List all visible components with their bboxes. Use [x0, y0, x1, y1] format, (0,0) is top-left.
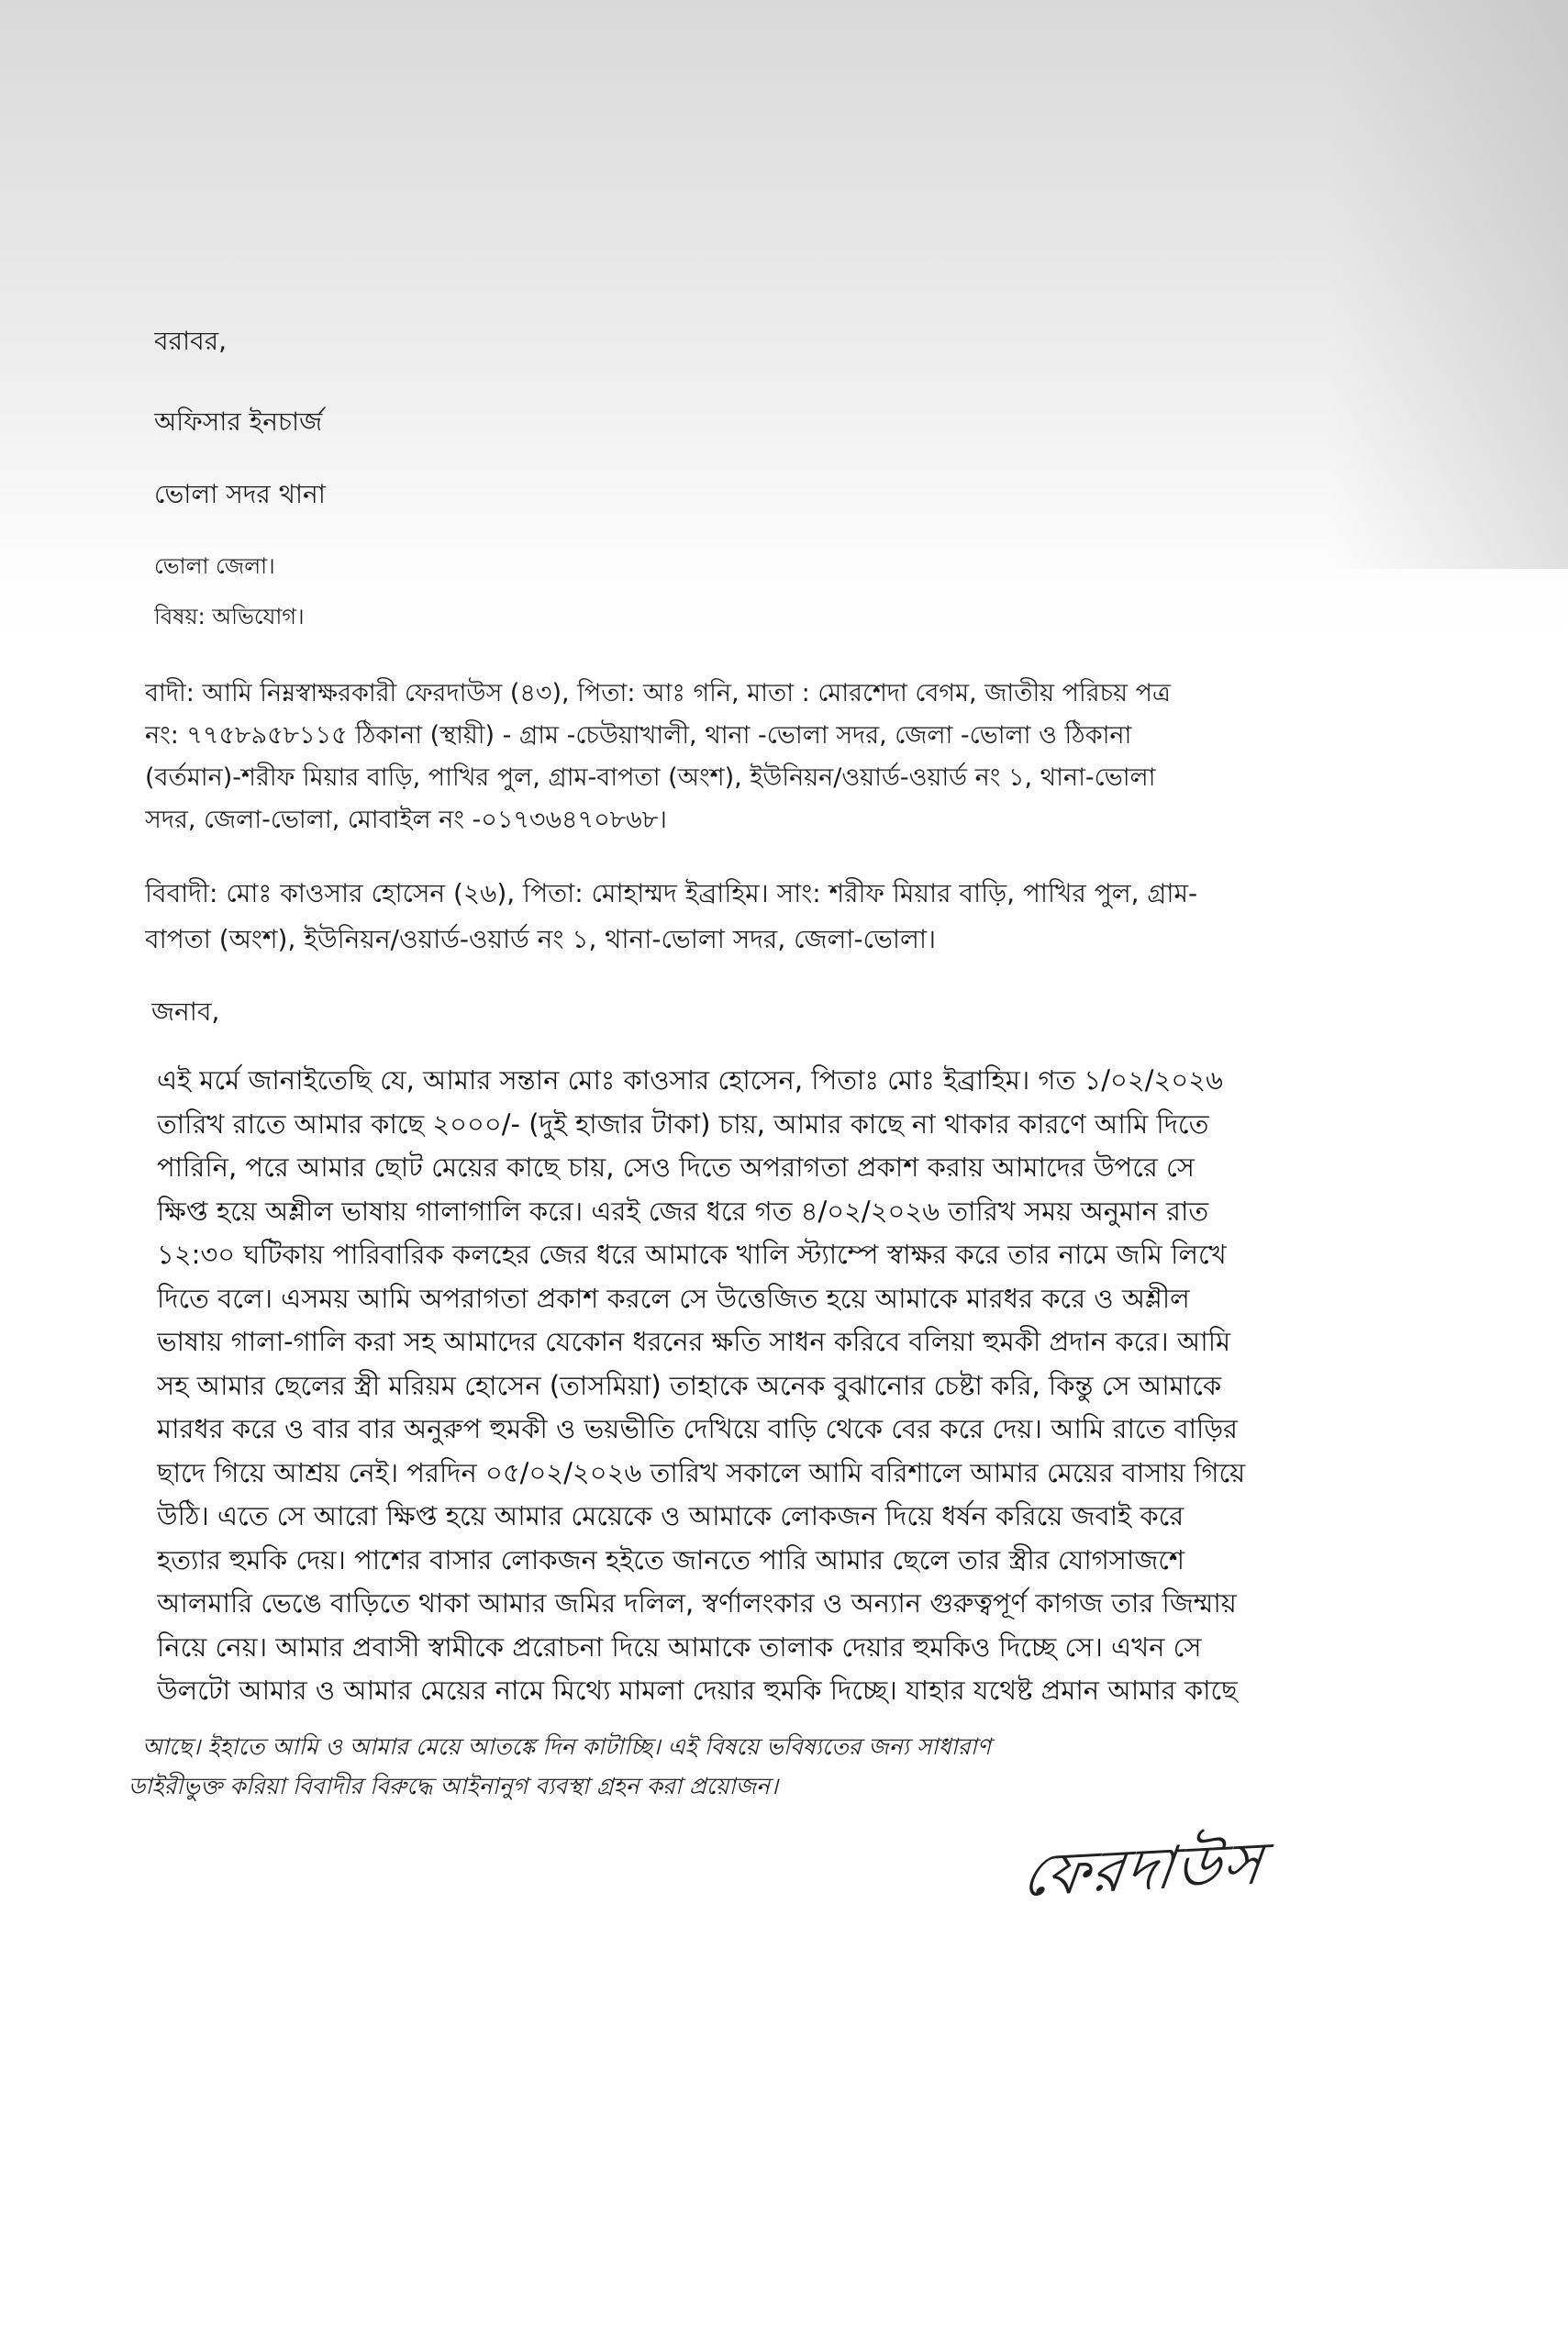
- body-line: ক্ষিপ্ত হয়ে অশ্লীল ভাষায় গালাগালি করে। এরই জের ধরে গত ৪/০২/২০২৬ তারিখ সময় অনুমান রাত: [157, 1195, 1209, 1227]
- body-line: এই মর্মে জানাইতেছি যে, আমার সন্তান মোঃ কাওসার হোসেন, পিতাঃ মোঃ ইব্রাহিম। গত ১/০২/২০২৬: [157, 1064, 1223, 1097]
- signature-block: [1018, 1826, 1408, 1932]
- defendant-paragraph: [145, 871, 1416, 963]
- body-line: সহ আমার ছেলের স্ত্রী মরিয়ম হোসেন (তাসমিয়া) তাহাকে অনেক বুঝানোর চেষ্টা করি, কিন্তু সে আমাকে: [157, 1369, 1222, 1401]
- plaintiff-line: (বর্তমান)-শরীফ মিয়ার বাড়ি, পাখির পুল, গ্রাম-বাপতা (অংশ), ইউনিয়ন/ওয়ার্ড-ওয়ার্ড নং ১, থানা-ভোলা: [145, 763, 1156, 792]
- plaintiff-line: নং: ৭৭৫৮৯৫৮১১৫ ঠিকানা (স্থায়ী) - গ্রাম -চেউয়াখালী, থানা -ভোলা সদর, জেলা -ভোলা ও ঠিকানা: [145, 721, 1132, 750]
- letter-content: [0, 318, 1568, 1806]
- closing-paragraph: [128, 1727, 1395, 1806]
- body-line: ১২:৩০ ঘটিকায় পারিবারিক কলহের জের ধরে আমাকে খালি স্ট্যাম্পে স্বাক্ষর করে তার নামে জমি লিখে: [157, 1239, 1227, 1271]
- recipient-block: [154, 318, 1411, 640]
- complaint-body: [157, 1059, 1416, 1713]
- defendant-line: বাপতা (অংশ), ইউনিয়ন/ওয়ার্ড-ওয়ার্ড নং ১, থানা-ভোলা সদর, জেলা-ভোলা।: [145, 924, 936, 954]
- body-line: ভাষায় গালা-গালি করা সহ আমাদের যেকোন ধরনের ক্ষতি সাধন করিবে বলিয়া হুমকী প্রদান করে। আমি: [157, 1326, 1231, 1358]
- plaintiff-line: সদর, জেলা-ভোলা, মোবাইল নং -০১৭৩৬৪৭০৮৬৮।: [145, 806, 667, 834]
- salutation-block: [151, 989, 1408, 1035]
- plaintiff-line: বাদী: আমি নিম্নস্বাক্ষরকারী ফেরদাউস (৪৩), পিতা: আঃ গনি, মাতা : মোরশেদা বেগম, জাতীয় পরিচয় পত্র: [145, 679, 1171, 707]
- body-line: উলটো আমার ও আমার মেয়ের নামে মিথ্যে মামলা দেয়ার হুমকি দিচ্ছে। যাহার যথেষ্ট প্রমান আমার কাছে: [157, 1675, 1238, 1707]
- recipient-office: ভোলা সদর থানা: [154, 479, 326, 509]
- body-line: তারিখ রাতে আমার কাছে ২০০০/- (দুই হাজার টাকা) চায়, আমার কাছে না থাকার কারণে আমি দিতে: [157, 1108, 1209, 1140]
- body-line: পারিনি, পরে আমার ছোট মেয়ের কাছে চায়, সেও দিতে অপরাগতা প্রকাশ করায় আমাদের উপরে সে: [157, 1152, 1195, 1184]
- body-line: হত্যার হুমকি দেয়। পাশের বাসার লোকজন হইতে জানতে পারি আমার ছেলে তার স্ত্রীর যোগসাজশে: [157, 1543, 1185, 1575]
- salutation: জনাব,: [151, 996, 220, 1027]
- recipient-designation: অফিসার ইনচার্জ: [154, 406, 323, 437]
- closing-line: আছে। ইহাতে আমি ও আমার মেয়ে আতঙ্কে দিন কাটাচ্ছি। এই বিষয়ে ভবিষ্যতের জন্য সাধারাণ: [142, 1732, 992, 1760]
- defendant-line: বিবাদী: মোঃ কাওসার হোসেন (২৬), পিতা: মোহাম্মদ ইব্রাহিম। সাং: শরীফ মিয়ার বাড়ি, পাখির পুল, গ্রাম-: [145, 878, 1198, 908]
- body-line: ছাদে গিয়ে আশ্রয় নেই। পরদিন ০৫/০২/২০২৬ তারিখ সকালে আমি বরিশালে আমার মেয়ের বাসায় গিয়ে: [157, 1456, 1246, 1488]
- body-line: মারধর করে ও বার বার অনুরুপ হুমকী ও ভয়ভীতি দেখিয়ে বাড়ি থেকে বের করে দেয়। আমি রাতে বাড়ির: [157, 1413, 1239, 1445]
- recipient-district: ভোলা জেলা।: [154, 553, 275, 579]
- signature: ফেরদাউস: [1018, 1829, 1268, 1911]
- body-line: নিয়ে নেয়। আমার প্রবাসী স্বামীকে প্ররোচনা দিয়ে আমাকে তালাক দেয়ার হুমকিও দিচ্ছে সে। এখন সে: [157, 1631, 1202, 1663]
- plaintiff-paragraph: [145, 673, 1416, 841]
- body-line: দিতে বলে। এসময় আমি অপরাগতা প্রকাশ করলে সে উত্তেজিত হয়ে আমাকে মারধর করে ও অশ্লীল: [157, 1282, 1190, 1314]
- closing-line: ডাইরীভুক্ত করিয়া বিবাদীর বিরুদ্ধে আইনানুগ ব্যবস্থা গ্রহন করা প্রয়োজন।: [128, 1772, 779, 1799]
- subject-line: বিষয়: অভিযোগ।: [154, 604, 305, 629]
- recipient-to-line: বরাবর,: [154, 326, 227, 356]
- body-line: উঠি। এতে সে আরো ক্ষিপ্ত হয়ে আমার মেয়েকে ও আমাকে লোকজন দিয়ে ধর্ষন করিয়ে জবাই করে: [157, 1500, 1184, 1532]
- body-line: আলমারি ভেঙে বাড়িতে থাকা আমার জমির দলিল, স্বর্ণালংকার ও অন্যান গুরুত্বপূর্ণ কাগজ তার জিম্মায়: [157, 1587, 1237, 1620]
